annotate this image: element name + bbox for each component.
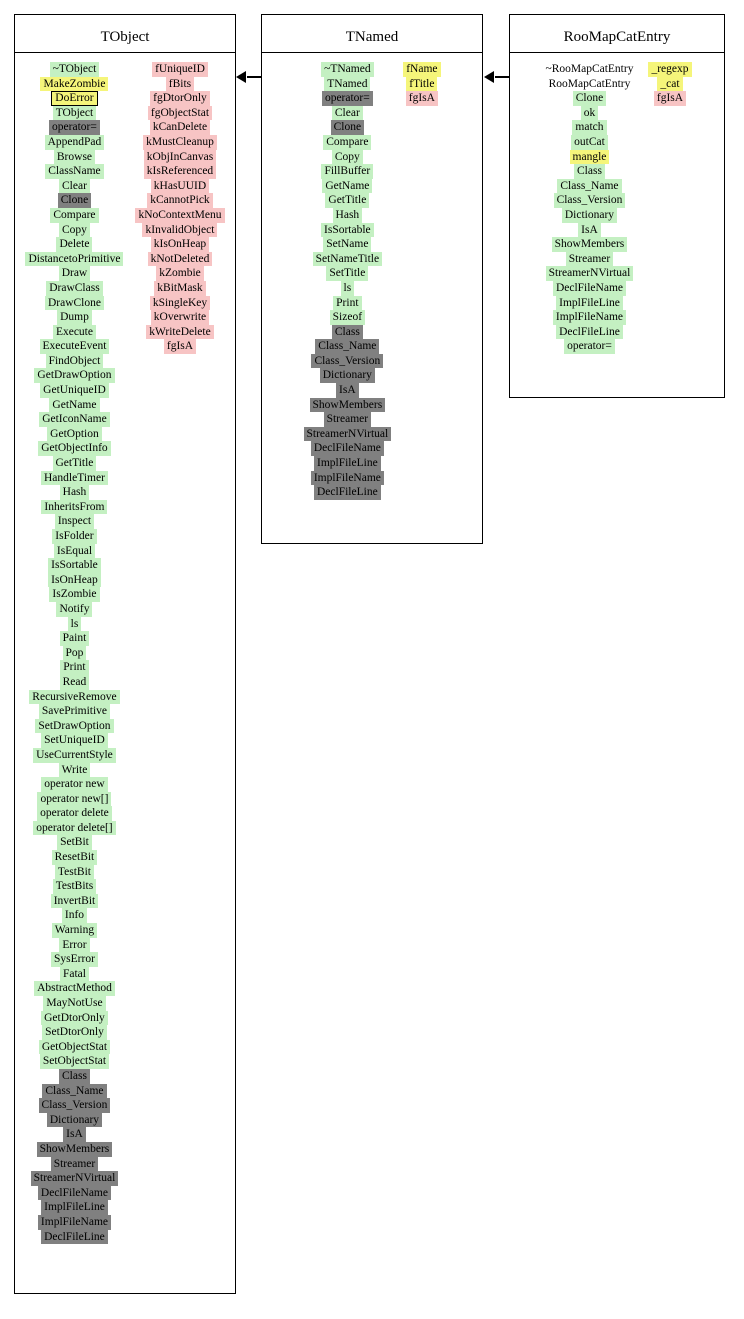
class-field-item[interactable]: fgIsA [654, 91, 686, 106]
class-method-item[interactable]: GetUniqueID [40, 383, 109, 398]
class-method-item[interactable]: MakeZombie [40, 77, 108, 92]
class-method-item[interactable]: GetDtorOnly [41, 1011, 108, 1026]
class-method-item[interactable]: FillBuffer [321, 164, 373, 179]
class-method-item[interactable]: operator= [49, 120, 100, 135]
class-method-item[interactable]: Streamer [566, 252, 614, 267]
class-method-item[interactable]: IsA [336, 383, 359, 398]
class-field-item[interactable]: kNotDeleted [148, 252, 213, 267]
class-method-item[interactable]: ls [68, 617, 82, 632]
class-method-item[interactable]: Copy [59, 223, 90, 238]
class-field-item[interactable]: kObjInCanvas [144, 150, 216, 165]
class-method-item[interactable]: Dump [57, 310, 92, 325]
class-box-tobject[interactable] [14, 14, 236, 1294]
class-method-item[interactable]: Print [60, 660, 88, 675]
class-method-item[interactable]: DrawClass [46, 281, 102, 296]
class-field-item[interactable]: kCanDelete [150, 120, 210, 135]
class-method-item[interactable]: FindObject [46, 354, 104, 369]
class-method-item[interactable]: Draw [59, 266, 91, 281]
class-method-item[interactable]: SetObjectStat [40, 1054, 109, 1069]
class-method-item[interactable]: ImplFileName [38, 1215, 111, 1230]
class-method-item[interactable]: Class_Name [42, 1084, 106, 1099]
class-method-item[interactable]: ~RooMapCatEntry [545, 63, 634, 75]
class-method-item[interactable]: Fatal [60, 967, 89, 982]
class-field-item[interactable]: kIsReferenced [144, 164, 216, 179]
class-method-item[interactable]: HandleTimer [41, 471, 108, 486]
class-method-item[interactable]: Write [59, 763, 91, 778]
class-field-item[interactable]: fTitle [406, 77, 437, 92]
class-title-roomapcatentry: RooMapCatEntry [563, 29, 671, 45]
class-method-item[interactable]: SysError [51, 952, 98, 967]
class-method-item[interactable]: GetIconName [39, 412, 110, 427]
class-method-item[interactable]: SetName [323, 237, 371, 252]
class-method-item[interactable]: AbstractMethod [34, 981, 115, 996]
class-method-item[interactable]: Info [62, 908, 87, 923]
class-method-item[interactable]: DoError [51, 91, 97, 106]
class-field-item[interactable]: fgObjectStat [148, 106, 212, 121]
class-method-item[interactable]: RecursiveRemove [29, 690, 119, 705]
class-method-item[interactable]: operator delete [37, 806, 112, 821]
class-method-item[interactable]: ExecuteEvent [40, 339, 110, 354]
class-method-item[interactable]: DeclFileName [311, 441, 384, 456]
class-field-item[interactable]: kHasUUID [151, 179, 209, 194]
class-method-item[interactable]: operator delete[] [33, 821, 115, 836]
class-title-tobject: TObject [100, 29, 150, 45]
class-box-tnamed[interactable] [261, 14, 483, 544]
members-column-fields-roomapcatentry [648, 62, 691, 106]
class-method-item[interactable]: TNamed [324, 77, 370, 92]
class-method-item[interactable]: Browse [54, 150, 95, 165]
class-method-item[interactable]: Dictionary [47, 1113, 102, 1128]
class-method-item[interactable]: Pop [63, 646, 87, 661]
class-field-item[interactable]: kIsOnHeap [151, 237, 209, 252]
class-method-item[interactable]: GetTitle [53, 456, 97, 471]
class-method-item[interactable]: GetObjectStat [39, 1040, 110, 1055]
class-field-item[interactable]: fUniqueID [152, 62, 208, 77]
class-field-item[interactable]: fName [403, 62, 440, 77]
class-field-item[interactable]: fBits [166, 77, 194, 92]
class-field-item[interactable]: kBitMask [154, 281, 205, 296]
class-method-item[interactable]: Paint [60, 631, 90, 646]
class-method-item[interactable]: GetName [49, 398, 99, 413]
class-method-item[interactable]: SetNameTitle [313, 252, 382, 267]
class-method-item[interactable]: GetName [322, 179, 372, 194]
class-field-item[interactable]: kOverwrite [151, 310, 209, 325]
class-method-item[interactable]: IsOnHeap [48, 573, 101, 588]
class-method-item[interactable]: match [572, 120, 606, 135]
class-method-item[interactable]: SavePrimitive [39, 704, 110, 719]
class-method-item[interactable]: Warning [52, 923, 97, 938]
class-method-item[interactable]: IsZombie [49, 587, 99, 602]
class-method-item[interactable]: ls [341, 281, 355, 296]
class-method-item[interactable]: Clone [58, 193, 91, 208]
class-method-item[interactable]: Hash [60, 485, 90, 500]
class-method-item[interactable]: operator= [322, 91, 373, 106]
class-method-item[interactable]: UseCurrentStyle [33, 748, 116, 763]
arrow-line-tnamed-to-tobject [247, 76, 261, 78]
arrow-head-tnamed-to-tobject [236, 71, 246, 83]
class-method-item[interactable]: Sizeof [330, 310, 365, 325]
class-method-item[interactable]: Error [59, 938, 89, 953]
class-method-item[interactable]: SetDrawOption [35, 719, 113, 734]
class-method-item[interactable]: operator new [41, 777, 107, 792]
class-field-item[interactable]: kInvalidObject [142, 223, 217, 238]
class-field-item[interactable]: fgDtorOnly [150, 91, 210, 106]
class-title-tnamed: TNamed [345, 29, 399, 45]
class-method-item[interactable]: outCat [571, 135, 608, 150]
class-method-item[interactable]: ResetBit [52, 850, 98, 865]
class-method-item[interactable]: DeclFileLine [41, 1230, 108, 1245]
class-method-item[interactable]: Class [332, 325, 363, 340]
class-method-item[interactable]: Read [60, 675, 90, 690]
class-method-item[interactable]: ShowMembers [37, 1142, 113, 1157]
class-method-item[interactable]: Copy [332, 150, 363, 165]
class-method-item[interactable]: ClassName [45, 164, 103, 179]
class-method-item[interactable]: ShowMembers [552, 237, 628, 252]
class-method-item[interactable]: Class [59, 1069, 90, 1084]
class-method-item[interactable]: Compare [50, 208, 98, 223]
class-method-item[interactable]: StreamerNVirtual [304, 427, 392, 442]
class-method-item[interactable]: Execute [53, 325, 96, 340]
class-method-item[interactable]: StreamerNVirtual [31, 1171, 119, 1186]
class-field-item[interactable]: _cat [657, 77, 682, 92]
class-method-item[interactable]: Class_Version [554, 193, 626, 208]
class-method-item[interactable]: GetObjectInfo [38, 441, 110, 456]
class-method-item[interactable]: DeclFileLine [556, 325, 623, 340]
class-field-item[interactable]: kNoContextMenu [135, 208, 224, 223]
class-method-item[interactable]: MayNotUse [43, 996, 105, 1011]
class-method-item[interactable]: Dictionary [320, 368, 375, 383]
class-field-item[interactable]: kSingleKey [150, 296, 210, 311]
class-method-item[interactable]: Streamer [51, 1157, 99, 1172]
class-method-item[interactable]: GetDrawOption [34, 368, 114, 383]
class-method-item[interactable]: Streamer [324, 412, 372, 427]
class-method-item[interactable]: operator new[] [37, 792, 111, 807]
class-field-item[interactable]: kZombie [156, 266, 204, 281]
class-method-item[interactable]: Print [333, 296, 361, 311]
class-method-item[interactable]: GetTitle [325, 193, 369, 208]
class-method-item[interactable]: Clone [331, 120, 364, 135]
class-method-item[interactable]: InheritsFrom [41, 500, 107, 515]
class-field-item[interactable]: fgIsA [164, 339, 196, 354]
class-method-item[interactable]: SetUniqueID [41, 733, 108, 748]
class-method-item[interactable]: GetOption [47, 427, 102, 442]
class-method-item[interactable]: IsSortable [48, 558, 101, 573]
class-method-item[interactable]: Class_Version [39, 1098, 111, 1113]
class-method-item[interactable]: ImplFileLine [314, 456, 381, 471]
class-method-item[interactable]: SetTitle [326, 266, 368, 281]
class-method-item[interactable]: InvertBit [51, 894, 99, 909]
class-method-item[interactable]: ImplFileLine [556, 296, 623, 311]
class-field-item[interactable]: fgIsA [406, 91, 438, 106]
class-method-item[interactable]: IsA [63, 1127, 86, 1142]
class-method-item[interactable]: TObject [53, 106, 96, 121]
arrow-line-roomapcatentry-to-tnamed [495, 76, 509, 78]
class-method-item[interactable]: SetDtorOnly [42, 1025, 107, 1040]
class-method-item[interactable]: IsSortable [321, 223, 374, 238]
class-field-item[interactable]: kMustCleanup [143, 135, 217, 150]
class-box-roomapcatentry[interactable] [509, 14, 725, 398]
class-method-item[interactable]: IsFolder [52, 529, 96, 544]
class-method-item[interactable]: ImplFileName [311, 471, 384, 486]
class-method-item[interactable]: DeclFileLine [314, 485, 381, 500]
class-method-item[interactable]: ~TNamed [321, 62, 373, 77]
class-method-item[interactable]: IsA [578, 223, 601, 238]
class-method-item[interactable]: ImplFileName [553, 310, 626, 325]
class-method-item[interactable]: Clear [332, 106, 363, 121]
class-method-item[interactable]: DeclFileName [553, 281, 626, 296]
class-method-item[interactable]: Class_Name [315, 339, 379, 354]
class-method-item[interactable]: TestBits [53, 879, 97, 894]
class-method-item[interactable]: Dictionary [562, 208, 617, 223]
class-method-item[interactable]: DrawClone [45, 296, 104, 311]
class-method-item[interactable]: Hash [333, 208, 363, 223]
arrow-head-roomapcatentry-to-tnamed [484, 71, 494, 83]
class-method-item[interactable]: RooMapCatEntry [548, 77, 631, 90]
class-method-item[interactable]: AppendPad [45, 135, 105, 150]
class-method-item[interactable]: Clear [59, 179, 90, 194]
class-method-item[interactable]: DeclFileName [38, 1186, 111, 1201]
class-field-item[interactable]: _regexp [648, 62, 691, 77]
class-method-item[interactable]: mangle [570, 150, 610, 165]
class-method-item[interactable]: ImplFileLine [41, 1200, 108, 1215]
class-method-item[interactable]: IsEqual [54, 544, 95, 559]
members-column-methods-tnamed [304, 62, 392, 500]
members-column-fields-tnamed [403, 62, 440, 106]
class-method-item[interactable]: DistancetoPrimitive [25, 252, 123, 267]
members-column-methods-roomapcatentry [542, 62, 636, 354]
class-method-item[interactable]: StreamerNVirtual [546, 266, 634, 281]
class-field-item[interactable]: kWriteDelete [146, 325, 213, 340]
class-method-item[interactable]: Compare [323, 135, 371, 150]
class-method-item[interactable]: operator= [564, 339, 615, 354]
class-method-item[interactable]: Clone [573, 91, 606, 106]
class-method-item[interactable]: ShowMembers [310, 398, 386, 413]
class-method-item[interactable]: Class [574, 164, 605, 179]
class-method-item[interactable]: ~TObject [50, 62, 100, 77]
class-method-item[interactable]: ok [581, 106, 599, 121]
class-method-item[interactable]: Class_Name [557, 179, 621, 194]
members-column-methods-tobject [25, 62, 123, 1244]
members-column-fields-tobject [135, 62, 224, 354]
class-method-item[interactable]: Notify [56, 602, 92, 617]
class-method-item[interactable]: Delete [56, 237, 92, 252]
class-method-item[interactable]: Inspect [55, 514, 94, 529]
class-method-item[interactable]: SetBit [57, 835, 92, 850]
class-method-item[interactable]: Class_Version [311, 354, 383, 369]
class-method-item[interactable]: TestBit [55, 865, 94, 880]
class-field-item[interactable]: kCannotPick [147, 193, 212, 208]
